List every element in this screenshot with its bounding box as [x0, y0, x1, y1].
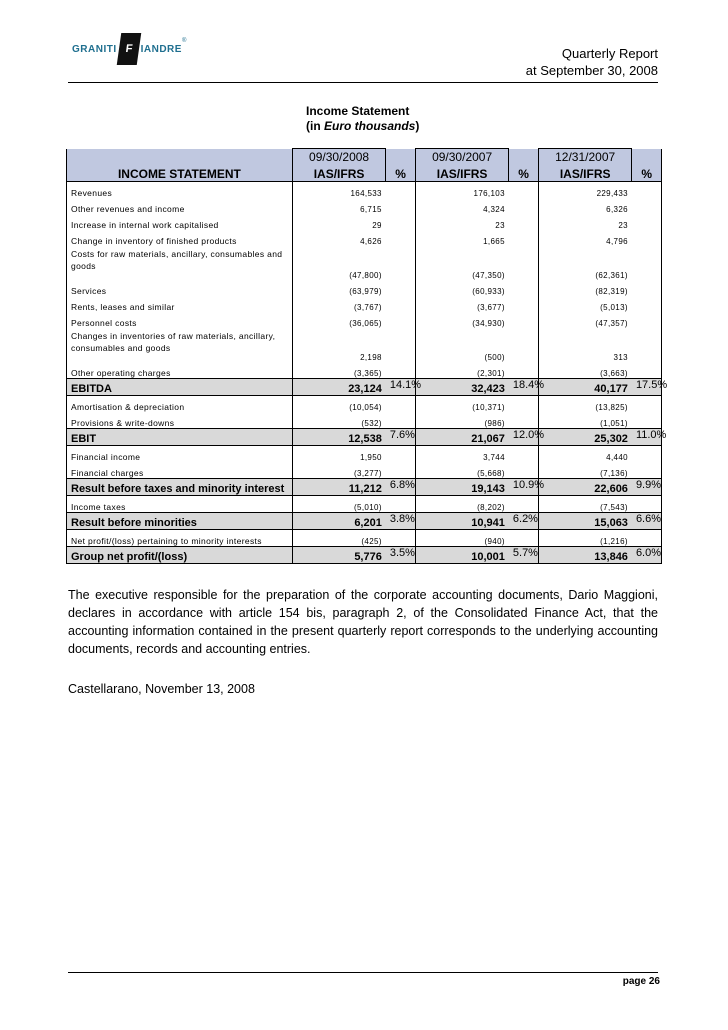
row-value-fy2007: 25,302	[538, 429, 632, 446]
row-value-2008: (36,065)	[292, 312, 386, 328]
header-blank-cell	[509, 149, 538, 165]
row-label: EBITDA	[67, 379, 293, 396]
table-row	[67, 362, 662, 379]
row-value-2008: 12,538	[292, 429, 386, 446]
table-row	[67, 280, 662, 296]
row-label: Costs for raw materials, ancillary, consumables and goods	[67, 246, 293, 280]
row-value-fy2007: (5,013)	[538, 296, 632, 312]
row-pct-2008	[386, 312, 415, 328]
row-pct-2008	[386, 214, 415, 230]
column-pct-1: %	[386, 164, 415, 182]
row-value-2008: 23,124	[292, 379, 386, 396]
row-label: Revenues	[67, 182, 293, 199]
table-row	[67, 446, 662, 463]
header-blank-cell	[67, 149, 293, 165]
row-pct-2007	[509, 530, 538, 547]
page-number: page 26	[622, 976, 660, 987]
column-date-2: 09/30/2007	[415, 149, 509, 165]
row-pct-2007	[509, 246, 538, 280]
row-pct-2007	[509, 446, 538, 463]
subtitle-unit: Euro thousands	[324, 119, 416, 133]
row-label: Increase in internal work capitalised	[67, 214, 293, 230]
row-pct-fy2007	[632, 280, 662, 296]
header-blank-cell	[386, 149, 415, 165]
row-value-2007: 3,744	[415, 446, 509, 463]
row-pct-fy2007	[632, 198, 662, 214]
row-pct-2008	[386, 230, 415, 246]
row-value-2007: (47,350)	[415, 246, 509, 280]
row-pct-fy2007	[632, 182, 662, 199]
table-row	[67, 462, 662, 479]
row-value-2007: (940)	[415, 530, 509, 547]
row-value-2008: (3,365)	[292, 362, 386, 379]
table-row	[67, 412, 662, 429]
row-value-2007: (2,301)	[415, 362, 509, 379]
row-value-2007: 19,143	[415, 479, 509, 496]
row-label: Income taxes	[67, 496, 293, 513]
column-pct-2: %	[509, 164, 538, 182]
row-pct-2007	[509, 198, 538, 214]
table-row	[67, 396, 662, 413]
row-pct-2007	[509, 230, 538, 246]
row-value-2008: (10,054)	[292, 396, 386, 413]
row-value-2007: 10,941	[415, 513, 509, 530]
table-row	[67, 312, 662, 328]
row-pct-2008	[386, 296, 415, 312]
table-header-dates	[67, 149, 662, 165]
row-value-2008: (532)	[292, 412, 386, 429]
row-value-2007: (60,933)	[415, 280, 509, 296]
row-value-fy2007: 4,440	[538, 446, 632, 463]
footer-rule	[68, 972, 658, 973]
row-pct-2008: 7.6%	[386, 429, 415, 446]
row-value-fy2007: 6,326	[538, 198, 632, 214]
row-value-2007: 176,103	[415, 182, 509, 199]
row-pct-fy2007	[632, 296, 662, 312]
row-label: Provisions & write-downs	[67, 412, 293, 429]
row-pct-2008	[386, 462, 415, 479]
row-label: Net profit/(loss) pertaining to minority interests	[67, 530, 293, 547]
logo-registered-mark: ®	[181, 38, 187, 44]
row-pct-2007: 10.9%	[509, 479, 538, 496]
row-value-fy2007: 13,846	[538, 547, 632, 564]
row-pct-fy2007: 17.5%	[632, 379, 662, 396]
row-pct-2007: 5.7%	[509, 547, 538, 564]
row-value-2007: 32,423	[415, 379, 509, 396]
row-pct-2007	[509, 328, 538, 362]
row-pct-2008: 3.8%	[386, 513, 415, 530]
row-pct-2008	[386, 362, 415, 379]
row-value-2008: 11,212	[292, 479, 386, 496]
row-value-2007: 1,665	[415, 230, 509, 246]
table-row	[67, 530, 662, 547]
row-pct-2008	[386, 280, 415, 296]
logo-text-left: GRANITI	[72, 43, 117, 55]
row-pct-2008	[386, 328, 415, 362]
row-pct-2008: 14.1%	[386, 379, 415, 396]
row-value-2008: 29	[292, 214, 386, 230]
row-label: Financial income	[67, 446, 293, 463]
table-row	[67, 182, 662, 199]
header-blank-cell	[632, 149, 662, 165]
row-pct-2008	[386, 496, 415, 513]
table-subtotal-row	[67, 379, 662, 396]
row-pct-fy2007	[632, 230, 662, 246]
row-pct-2008	[386, 396, 415, 413]
row-label: Amortisation & depreciation	[67, 396, 293, 413]
table-subtotal-row	[67, 479, 662, 496]
row-value-fy2007: (82,319)	[538, 280, 632, 296]
row-pct-fy2007	[632, 214, 662, 230]
row-value-2007: (500)	[415, 328, 509, 362]
row-pct-fy2007	[632, 396, 662, 413]
row-pct-2007	[509, 362, 538, 379]
row-value-2007: 21,067	[415, 429, 509, 446]
row-value-2007: 10,001	[415, 547, 509, 564]
row-pct-2008	[386, 412, 415, 429]
row-value-2008: (3,767)	[292, 296, 386, 312]
column-standard-1: IAS/IFRS	[292, 164, 386, 182]
income-statement-table	[66, 148, 668, 564]
row-value-2008: 5,776	[292, 547, 386, 564]
row-value-2007: 23	[415, 214, 509, 230]
row-label: Other operating charges	[67, 362, 293, 379]
row-value-fy2007: 313	[538, 328, 632, 362]
table-row	[67, 246, 662, 280]
row-value-fy2007: 22,606	[538, 479, 632, 496]
column-label-header: INCOME STATEMENT	[67, 164, 293, 182]
report-title-line2: at September 30, 2008	[525, 63, 658, 78]
row-pct-fy2007	[632, 530, 662, 547]
logo-text-right: IANDRE	[140, 43, 182, 55]
row-label: EBIT	[67, 429, 293, 446]
row-pct-2007	[509, 462, 538, 479]
row-pct-2007: 12.0%	[509, 429, 538, 446]
row-value-fy2007: 23	[538, 214, 632, 230]
row-value-2007: (34,930)	[415, 312, 509, 328]
statement-title-block	[306, 104, 419, 134]
table-subtotal-row	[67, 513, 662, 530]
row-value-2008: 2,198	[292, 328, 386, 362]
row-pct-2008	[386, 198, 415, 214]
row-label: Result before minorities	[67, 513, 293, 530]
declaration-paragraph: The executive responsible for the preparation of the corporate accounting documents, Dario Maggioni, declares in accordance with article 154 bis, paragraph 2, of the Consolidated Finance Act, that the accounting information contained in the present quarterly report corresponds to the underlying accounting documents, records and accounting entries.	[68, 588, 658, 656]
row-label: Change in inventory of finished products	[67, 230, 293, 246]
row-label: Result before taxes and minority interest	[67, 479, 293, 496]
row-value-2008: 6,201	[292, 513, 386, 530]
row-pct-2008	[386, 446, 415, 463]
row-value-2007: (10,371)	[415, 396, 509, 413]
row-pct-fy2007	[632, 328, 662, 362]
row-value-2007: (986)	[415, 412, 509, 429]
table-row	[67, 328, 662, 362]
column-standard-2: IAS/IFRS	[415, 164, 509, 182]
row-value-fy2007: (3,663)	[538, 362, 632, 379]
row-pct-fy2007	[632, 362, 662, 379]
row-value-fy2007: 40,177	[538, 379, 632, 396]
table-row	[67, 198, 662, 214]
table-row	[67, 214, 662, 230]
row-pct-fy2007: 11.0%	[632, 429, 662, 446]
row-label: Services	[67, 280, 293, 296]
row-value-fy2007: (13,825)	[538, 396, 632, 413]
row-pct-fy2007: 9.9%	[632, 479, 662, 496]
row-value-2007: (5,668)	[415, 462, 509, 479]
row-value-2008: 1,950	[292, 446, 386, 463]
row-pct-fy2007	[632, 446, 662, 463]
company-logo	[72, 30, 186, 68]
place-and-date: Castellarano, November 13, 2008	[68, 682, 255, 696]
table-subtotal-row	[67, 429, 662, 446]
table-row	[67, 496, 662, 513]
row-value-fy2007: 229,433	[538, 182, 632, 199]
report-title-line1: Quarterly Report	[561, 46, 658, 61]
row-value-2007: (8,202)	[415, 496, 509, 513]
column-date-3: 12/31/2007	[538, 149, 632, 165]
row-value-fy2007: (7,136)	[538, 462, 632, 479]
row-pct-2008	[386, 530, 415, 547]
row-pct-2008	[386, 246, 415, 280]
column-standard-3: IAS/IFRS	[538, 164, 632, 182]
report-title	[526, 45, 658, 79]
statement-subtitle	[306, 119, 419, 134]
row-pct-fy2007	[632, 246, 662, 280]
row-pct-fy2007	[632, 496, 662, 513]
row-pct-2007	[509, 280, 538, 296]
row-pct-2007	[509, 214, 538, 230]
row-pct-2007	[509, 396, 538, 413]
row-value-2008: 4,626	[292, 230, 386, 246]
row-value-2008: (63,979)	[292, 280, 386, 296]
row-pct-2008	[386, 182, 415, 199]
row-pct-2008: 3.5%	[386, 547, 415, 564]
row-value-2008: 6,715	[292, 198, 386, 214]
row-pct-2007: 18.4%	[509, 379, 538, 396]
row-pct-2007	[509, 496, 538, 513]
row-pct-fy2007	[632, 412, 662, 429]
row-value-2008: (425)	[292, 530, 386, 547]
row-label: Other revenues and income	[67, 198, 293, 214]
row-value-2008: 164,533	[292, 182, 386, 199]
row-value-fy2007: 15,063	[538, 513, 632, 530]
row-value-fy2007: (1,051)	[538, 412, 632, 429]
row-value-fy2007: (7,543)	[538, 496, 632, 513]
table-header-standards	[67, 164, 662, 182]
row-pct-2007: 6.2%	[509, 513, 538, 530]
table-row	[67, 230, 662, 246]
logo-mark: F	[116, 33, 140, 65]
row-label: Financial charges	[67, 462, 293, 479]
subtitle-prefix: (in	[306, 119, 324, 133]
row-label: Personnel costs	[67, 312, 293, 328]
row-pct-fy2007	[632, 462, 662, 479]
row-label: Changes in inventories of raw materials, ancillary, consumables and goods	[67, 328, 293, 362]
subtitle-suffix: )	[415, 119, 420, 133]
row-value-2007: (3,677)	[415, 296, 509, 312]
column-pct-3: %	[632, 164, 662, 182]
row-pct-fy2007	[632, 312, 662, 328]
row-pct-fy2007: 6.6%	[632, 513, 662, 530]
row-pct-2007	[509, 182, 538, 199]
row-label: Rents, leases and similar	[67, 296, 293, 312]
row-pct-2007	[509, 312, 538, 328]
row-value-fy2007: (1,216)	[538, 530, 632, 547]
row-pct-2007	[509, 296, 538, 312]
table-subtotal-row	[67, 547, 662, 564]
row-value-2008: (3,277)	[292, 462, 386, 479]
row-value-fy2007: (47,357)	[538, 312, 632, 328]
row-value-2008: (47,800)	[292, 246, 386, 280]
table-row	[67, 296, 662, 312]
row-pct-fy2007: 6.0%	[632, 547, 662, 564]
column-date-1: 09/30/2008	[292, 149, 386, 165]
row-pct-2008: 6.8%	[386, 479, 415, 496]
row-value-2007: 4,324	[415, 198, 509, 214]
row-value-fy2007: 4,796	[538, 230, 632, 246]
row-pct-2007	[509, 412, 538, 429]
row-label: Group net profit/(loss)	[67, 547, 293, 564]
row-value-2008: (5,010)	[292, 496, 386, 513]
row-value-fy2007: (62,361)	[538, 246, 632, 280]
statement-title: Income Statement	[306, 104, 410, 118]
header-rule	[68, 82, 658, 83]
